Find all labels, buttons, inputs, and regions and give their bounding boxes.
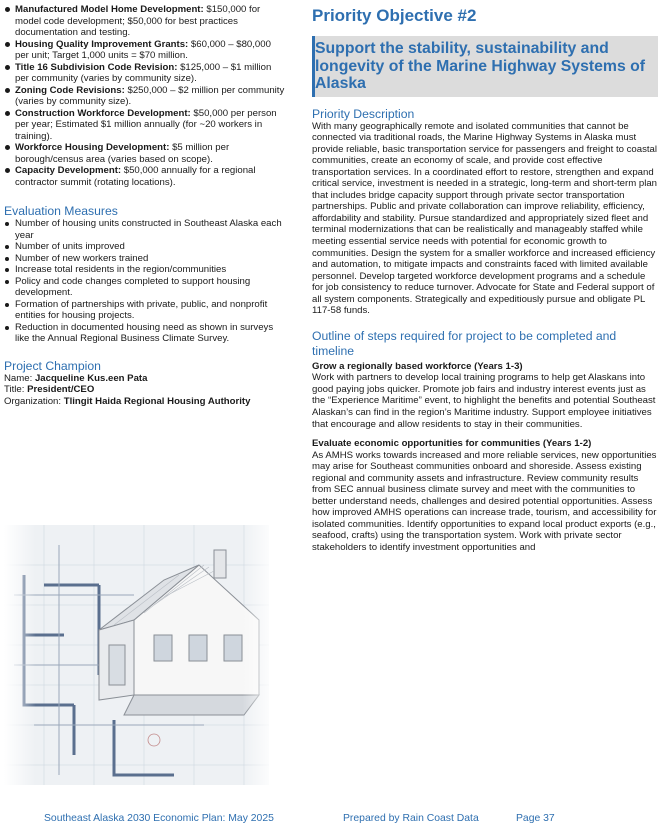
evaluation-item: Number of units improved — [15, 241, 286, 253]
priority-description: With many geographically remote and isolated communities that cannot be connected via traditional roads, the Marine Highway Systems in Alaska must provide reliable, basic transportation service for passengers and freight to coastal communities, create an economy of scale, and provide cost effective transportation services. In a coordinated effort to restore, strengthen and expand critical service, investment is needed in a strategic, long-term and short-term plan that includes bridge capacity support through private sector transportation partnerships. Public and private collaboration can improve reliability, efficiency, affordability and stability. Pursue standardized and appropriately sized fleet and terminal modernizations that can be realistically and manageably staffed while meeting essential service needs with potential for economic growth to communities. Design the system for a smaller workforce and increased efficiency and automation, to mitigate impacts and constraints faced with limited available personnel. Develop targeted workforce development programs and a schedule for job consistency to reduce turnover. Advocate for State and Federal support of all system components. Strategically and expeditiously pursue and obligate PL 117-58 funds. — [312, 120, 658, 317]
right-column — [312, 6, 658, 554]
funding-item: Workforce Housing Development: $5 million per borough/census area (varies based on scope). — [15, 142, 286, 165]
evaluation-item: Number of new workers trained — [15, 253, 286, 265]
funding-item: Title 16 Subdivision Code Revision: $125,000 – $1 million per community (varies by community size). — [15, 62, 286, 85]
footer-page-number: Page 37 — [516, 813, 555, 824]
objective-banner-text: Support the stability, sustainability and longevity of the Marine Highway Systems of Alaska — [315, 40, 646, 92]
evaluation-item: Policy and code changes completed to support housing development. — [15, 276, 286, 299]
objective-title: Priority Objective #2 — [312, 6, 477, 25]
step-block — [312, 438, 658, 553]
champion-organization: Organization: Tlingit Haida Regional Housing Authority — [4, 395, 251, 407]
funding-item: Manufactured Model Home Development: $150,000 for model code development; $50,000 for best practices documentation and testing. — [15, 4, 286, 39]
evaluation-heading: Evaluation Measures — [4, 204, 118, 218]
funding-item: Zoning Code Revisions: $250,000 – $2 million per community (varies by community size). — [15, 84, 285, 107]
funding-item: Housing Quality Improvement Grants: $60,000 – $80,000 per unit; Target 1,000 units = $70 million. — [15, 39, 286, 62]
champion-name: Name: Jacqueline Kus.een Pata — [4, 372, 148, 384]
step-heading: Grow a regionally based workforce (Years 1-3) — [312, 360, 523, 372]
objective-banner — [312, 36, 658, 97]
champion-heading: Project Champion — [4, 358, 101, 373]
funding-list — [4, 4, 286, 188]
evaluation-item: Formation of partnerships with private, public, and nonprofit entities for housing projects. — [15, 299, 286, 322]
priority-description-heading: Priority Description — [312, 106, 415, 121]
page-footer — [0, 812, 664, 828]
champion-title: Title: President/CEO — [4, 384, 95, 395]
evaluation-list — [4, 218, 286, 345]
evaluation-item: Increase total residents in the region/communities — [15, 264, 286, 276]
funding-item: Construction Workforce Development: $50,000 per person per year; Estimated $1 million annually (for ~20 workers in training). — [15, 108, 286, 143]
evaluation-item: Reduction in documented housing need as shown in surveys like the Annual Regional Business Climate Survey. — [15, 322, 286, 345]
evaluation-item: Number of housing units constructed in Southeast Alaska each year — [15, 218, 286, 241]
left-column — [4, 4, 286, 407]
step-text: Work with partners to develop local training programs to help get Alaskans into good paying jobs quicker. Promote job fairs and industry interest events just as the “Experience Maritime” event, to highlight the benefits and potential Southeast Alaskan’s can find in the region’s Maritime industry. Support employee initiatives that encourage and allow residents to stay in their communities. — [312, 372, 656, 430]
footer-prepared: Prepared by Rain Coast Data — [343, 813, 479, 824]
outline-heading: Outline of steps required for project to be completed and timeline — [312, 328, 617, 358]
footer-plan: Southeast Alaska 2030 Economic Plan: May 2025 — [44, 813, 274, 824]
house-blueprint-illustration — [4, 525, 269, 785]
funding-item: Capacity Development: $50,000 annually for a regional contractor summit (rotating locations). — [15, 165, 286, 188]
step-block — [312, 361, 658, 430]
step-text: As AMHS works towards increased and more reliable services, new opportunities may arise for Southeast communities onboard and shoreside. Assess existing regional and community assets and infrastructure. Review community results from SEC annual business climate survey and meet with the communities to better understand needs, challenges and desired potential opportunities. Assess how improved AMHS operations can increase trade, tourism, and accessibility for isolated communities. Identify opportunities to expand local product exports (e.g., seafood, crafts) using the transportation system. Work with private sector stakeholders to identify investment opportunities and — [312, 449, 657, 553]
step-heading: Evaluate economic opportunities for communities (Years 1-2) — [312, 438, 592, 450]
